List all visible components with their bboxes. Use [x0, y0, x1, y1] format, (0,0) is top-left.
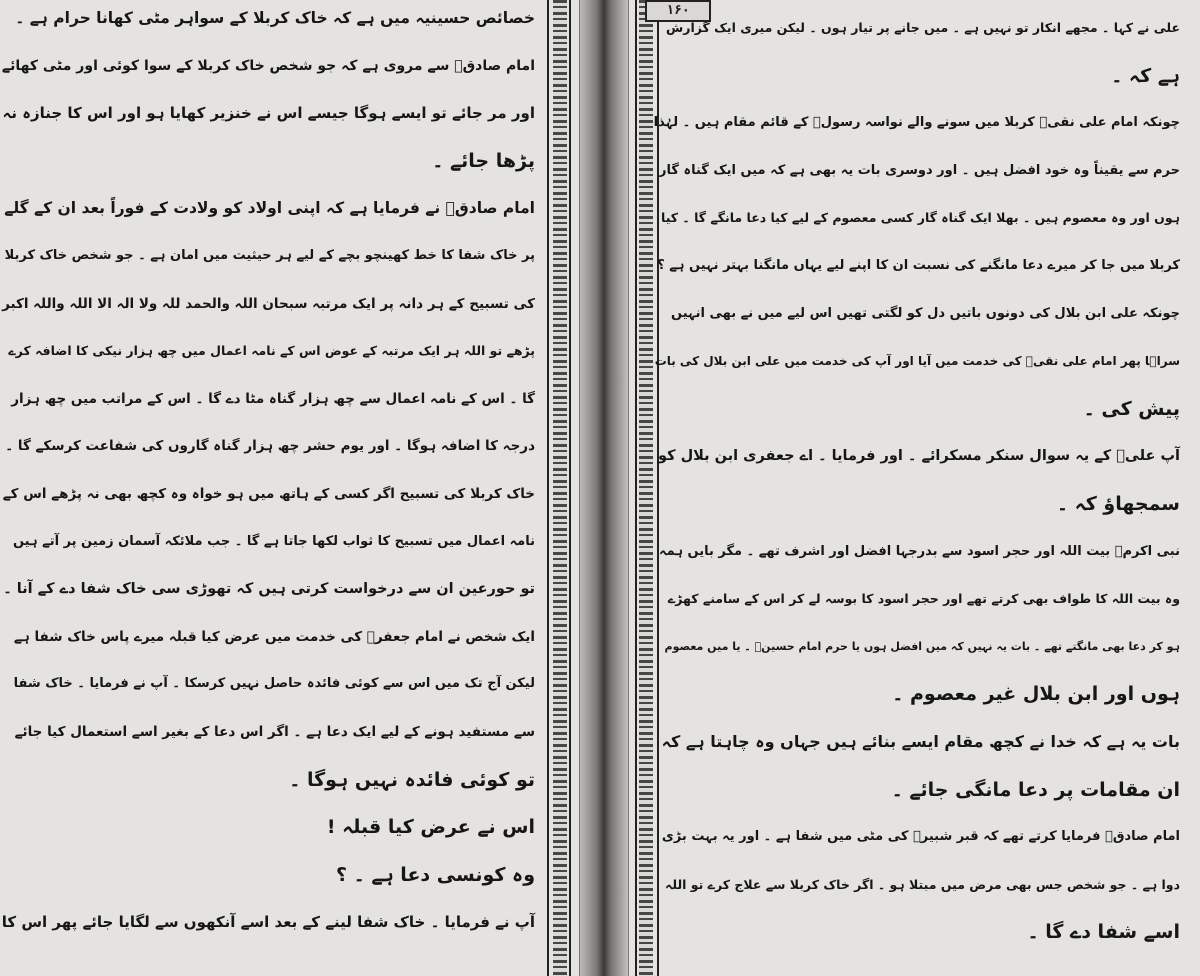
left-border-line-outer: [569, 0, 571, 976]
text-line: حرم سے یقیناً وہ خود افضل ہیں ۔ اور دوسری بات یہ بھی ہے کہ میں ایک گناہ گار: [659, 162, 1180, 178]
text-line: اور مر جائے تو ایسے ہوگا جیسے اس نے خنزیر کھایا ہو اور اس کا جنازہ نہ: [2, 104, 535, 123]
text-line: سے مستفید ہونے کے لیے ایک دعا ہے ۔ اگر اس دعا کے بغیر اسے استعمال کیا جائے: [14, 724, 535, 740]
left-border-line-inner: [547, 0, 549, 976]
text-line: ہو کر دعا بھی مانگتے تھے ۔ بات یہ نہیں کہ میں افضل ہوں یا حرم امام حسینؑ ۔ یا میں معصوم: [664, 639, 1180, 653]
page-number: ۱۶۰: [645, 0, 711, 22]
right-page-text: [653, 0, 1180, 976]
right-ornamental-border: [639, 0, 653, 976]
text-line: سمجھاؤ کہ ۔: [1056, 493, 1180, 515]
text-line: نامہ اعمال میں تسبیح کا ثواب لکھا جاتا ہے گا ۔ جب ملائکہ آسمان زمین پر آتے ہیں: [12, 533, 535, 549]
text-line: امام صادقؑ سے مروی ہے کہ جو شخص خاک کربلا کے سوا کوئی اور مٹی کھائے: [1, 57, 535, 74]
text-line: اسے شفا دے گا ۔: [1027, 921, 1180, 944]
text-line: ان مقامات پر دعا مانگی جائے ۔: [891, 778, 1180, 801]
text-line: خصائص حسینیہ میں ہے کہ خاک کربلا کے سواہر مٹی کھانا حرام ہے ۔: [15, 9, 535, 27]
text-line: وہ کونسی دعا ہے ۔ ؟: [336, 863, 535, 886]
text-line: درجہ کا اضافہ ہوگا ۔ اور یوم حشر چھ ہزار گناہ گاروں کی شفاعت کرسکے گا ۔: [5, 438, 535, 455]
text-line: تو کوئی فائدہ نہیں ہوگا ۔: [289, 768, 535, 791]
text-line: گا ۔ اس کے نامہ اعمال سے چھ ہزار گناہ مٹا دے گا ۔ اس کے مراتب میں چھ ہزار: [11, 390, 535, 407]
text-line: تو حورعین ان سے درخواست کرتی ہیں کہ تھوڑی سی خاک شفا دے کے آنا ۔: [3, 581, 535, 598]
left-page-text: [0, 0, 535, 976]
text-line: اس نے عرض کیا قبلہ !: [326, 816, 535, 839]
text-line: کی تسبیح کے ہر دانہ پر ایک مرتبہ سبحان اللہ والحمد للہ ولا الہ الا اللہ واللہ اکبر: [2, 295, 535, 312]
text-line: علی نے کہا ۔ مجھے انکار تو نہیں ہے ۔ میں جانے پر تیار ہوں ۔ لیکن میری ایک گزارش: [666, 20, 1180, 35]
right-border-line-outer: [635, 0, 637, 976]
text-line: آپ علیؑ کے یہ سوال سنکر مسکرائے ۔ اور فرمایا ۔ اے جعفری ابن بلال کو: [658, 448, 1180, 465]
book-spine: [580, 0, 628, 976]
text-line: کربلا میں جا کر میرے دعا مانگنے کی نسبت ان کا اپنے لیے یہاں مانگنا بہتر نہیں ہے ؟: [657, 258, 1180, 273]
text-line: ایک شخص نے امام جعفرؑ کی خدمت میں عرض کیا قبلہ میرے پاس خاک شفا ہے: [13, 628, 535, 645]
text-line: آپ نے فرمایا ۔ خاک شفا لینے کے بعد اسے آنکھوں سے لگایا جائے پھر اس کا: [1, 913, 535, 932]
text-line: پیش کی ۔: [1083, 397, 1180, 420]
text-line: نبی اکرمؐ بیت اللہ اور حجر اسود سے بدرجہا افضل اور اشرف تھے ۔ مگر بایں ہمہ: [659, 543, 1180, 559]
text-line: بات یہ ہے کہ خدا نے کچھ مقام ایسے بنائے ہیں جہاں وہ چاہتا ہے کہ: [661, 732, 1180, 751]
text-line: ہوں اور ابن بلال غیر معصوم ۔: [892, 683, 1180, 706]
text-line: پڑھے تو اللہ ہر ایک مرتبہ کے عوض اس کے نامہ اعمال میں چھ ہزار نیکی کا اضافہ کرے: [8, 343, 535, 359]
text-line: پڑھا جائے ۔: [432, 149, 535, 172]
left-page: [0, 0, 580, 976]
text-line: دوا ہے ۔ جو شخص جس بھی مرض میں مبتلا ہو ۔ اگر خاک کربلا سے علاج کرے تو اللہ: [665, 876, 1180, 892]
text-line: امام صادقؑ فرمایا کرتے تھے کہ قبر شبیرؑ کی مٹی میں شفا ہے ۔ اور یہ بہت بڑی: [661, 829, 1180, 845]
text-line: وہ بیت اللہ کا طواف بھی کرتے تھے اور حجر اسود کا بوسہ لے کر اس کے سامنے کھڑے: [667, 591, 1180, 607]
text-line: چونکہ امام علی نقیؑ کربلا میں سونے والے نواسہ رسولؐ کے قائم مقام ہیں ۔ لہٰذا: [653, 115, 1180, 131]
right-page: [628, 0, 1200, 976]
text-line: پر خاک شفا کا خط کھینچو بچے کے لیے ہر حیثیت میں امان ہے ۔ جو شخص خاک کربلا: [4, 248, 535, 263]
text-line: چونکہ علی ابن بلال کی دونوں باتیں دل کو لگتی تھیں اس لیے میں نے بھی انہیں: [671, 305, 1180, 321]
text-line: لیکن آج تک میں اس سے کوئی فائدہ حاصل نہیں کرسکا ۔ آپ نے فرمایا ۔ خاک شفا: [13, 676, 535, 692]
text-line: امام صادقؑ نے فرمایا ہے کہ اپنی اولاد کو ولادت کے فوراً بعد ان کے گلے: [4, 199, 535, 218]
text-line: سراہا پھر امام علی نقیؑ کی خدمت میں آیا اور آپ کی خدمت میں علی ابن بلال کی بات: [654, 354, 1180, 369]
left-ornamental-border: [553, 0, 567, 976]
text-line: خاک کربلا کی تسبیح اگر کسی کے ہاتھ میں ہو خواہ وہ کچھ بھی نہ پڑھے اس کے: [2, 486, 535, 502]
text-line: ہے کہ ۔: [1111, 64, 1180, 87]
text-line: ہوں اور وہ معصوم ہیں ۔ بھلا ایک گناہ گار کسی معصوم کے لیے کیا دعا مانگے گا ۔ کیا: [661, 210, 1180, 226]
